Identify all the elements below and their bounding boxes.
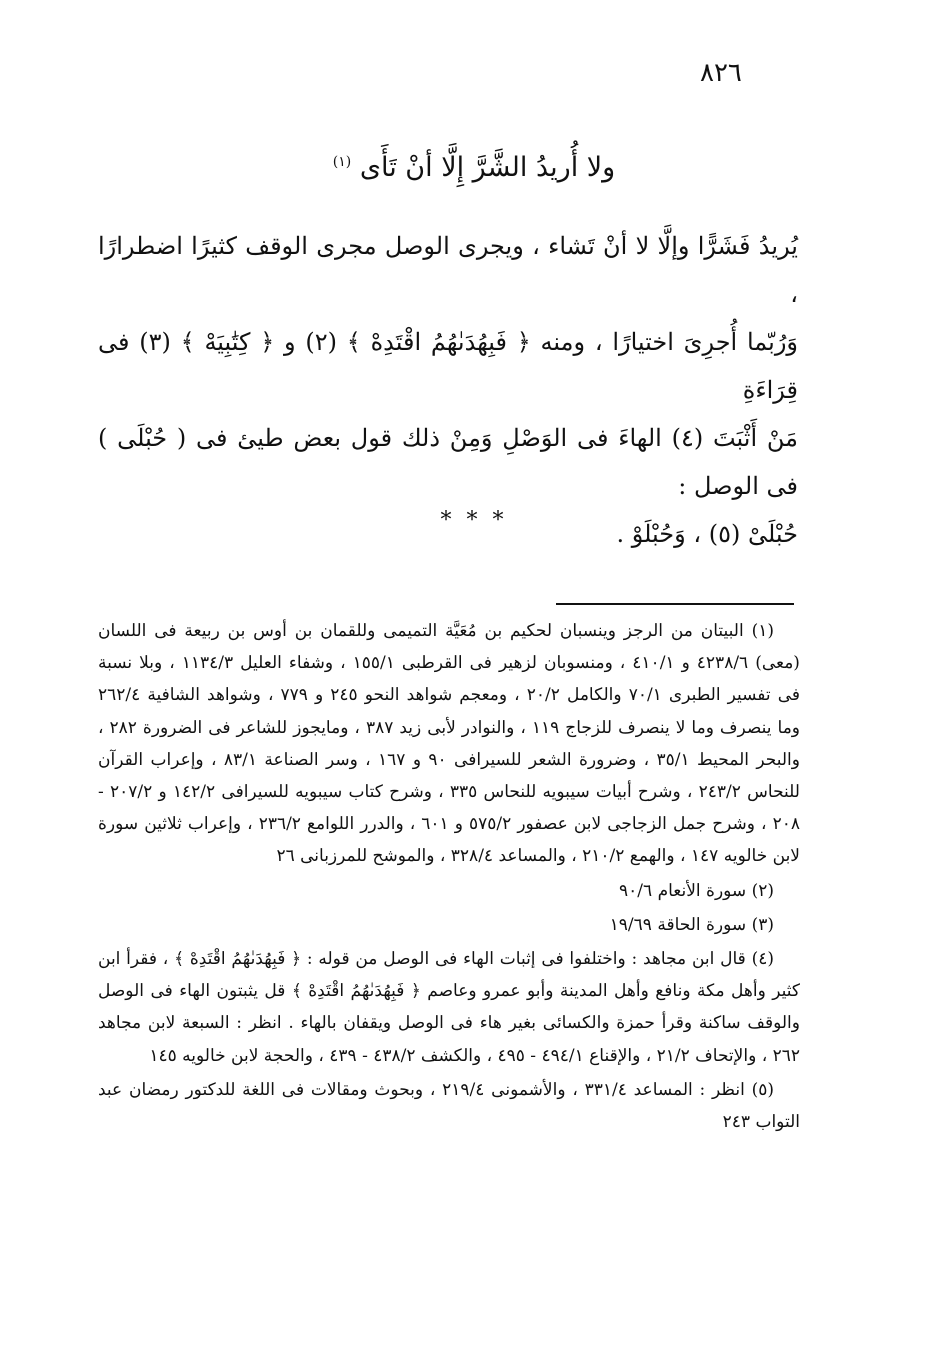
- verse-footnote-ref: (١): [332, 154, 352, 170]
- section-separator: * * *: [440, 508, 508, 533]
- body-line: مَنْ أَثْبَتَ (٤) الهاءَ فى الوَصْلِ وَمِنْ ذلك قول بعض طيئ فى ( حُبْلَى ) فى الوصل :: [98, 424, 798, 500]
- footnote-4: (٤) قال ابن مجاهد : واختلفوا فى إثبات الهاء فى الوصل من قوله : ﴿ فَبِهُدَىٰهُمُ اقْتَدِهْ ﴾ ، فقرأ ابن كثير وأهل مكة ونافع وأهل المدينة وأبو عمرو وعاصم ﴿ فَبِهُدَىٰهُمُ اقْتَدِهْ ﴾ قل يثبتون الهاء فى الوصل والوقف ساكنة وقرأ حمزة والكسائى بغير هاء فى الوصل ويقفان بالهاء . انظر : السبعة لابن مجاهد ٢٦٢ ، والإتحاف ٢١/٢ ، والإقناع ٤٩٤/١ - ٤٩٥ ، والكشف ٤٣٨/٢ - ٤٣٩ ، والحجة لابن خالويه ١٤٥: [98, 949, 800, 1066]
- footnote-1: (١) البيتان من الرجز وينسبان لحكيم بن مُعَيَّة التميمى وللقمان بن أوس بن ربيعة فى اللسان (معى) ٤٢٣٨/٦ و ٤١٠/١ ، ومنسوبان لزهير فى القرطبى ١٥٥/١ ، وشفاء العليل ١١٣٤/٣ ، وبلا نسبة فى تفسير الطبرى ٧٠/١ والكامل ٢٠/٢ ، ومعجم شواهد النحو ٢٤٥ و ٧٧٩ ، وشواهد الشافية ٢٦٢/٤ وما ينصرف وما لا ينصرف للزجاج ١١٩ ، والنوادر لأبى زيد ٣٨٧ ، ومايجوز للشاعر فى الضرورة ٢٨٢ ، والبحر المحيط ٣٥/١ ، وضرورة الشعر للسيرافى ٩٠ و ١٦٧ ، وسر الصناعة ٨٣/١ ، وإعراب القرآن للنحاس ٢٤٣/٢ ، وشرح أبيات سيبويه للنحاس ٣٣٥ ، وشرح كتاب سيبويه للسيرافى ١٤٢/٢ و ٢٠٧/٢ - ٢٠٨ ، وشرح جمل الزجاجى لابن عصفور ٥٧٥/٢ و ٦٠١ ، والدرر اللوامع ٢٣٦/٢ ، وإعراب ثلاثين سورة لابن خالويه ١٤٧ ، والهمع ٢١٠/٢ ، والمساعد ٣٢٨/٤ ، والموشح للمرزبانى ٢٦: [98, 621, 801, 867]
- footnotes: [98, 615, 800, 1140]
- body-line: يُريدُ فَشَرًّا وإلَّا لا أنْ تَشاء ، ويجرى الوصل مجرى الوقف كثيرًا اضطرارًا ،: [98, 232, 798, 308]
- footnote-divider: [556, 603, 794, 605]
- verse-line: [150, 152, 798, 183]
- page-number: ٨٢٦: [700, 58, 742, 88]
- footnote-5: (٥) انظر : المساعد ٣٣١/٤ ، والأشمونى ٢١٩/٤ ، وبحوث ومقالات فى اللغة للدكتور رمضان عبد التواب ٢٤٣: [98, 1079, 800, 1133]
- footnote-2: (٢) سورة الأنعام ٩٠/٦: [619, 880, 774, 901]
- body-line: حُبْلَىْ (٥) ، وَحُبْلَوْ .: [616, 520, 798, 548]
- footnote-3: (٣) سورة الحاقة ١٩/٦٩: [609, 914, 774, 935]
- verse-text: ولا أُريدُ الشَّرَّ إِلَّا أنْ تَأَى: [359, 152, 616, 183]
- body-line: وَرُبّما أُجرِىَ اختيارًا ، ومنه ﴿ فَبِهُدَىٰهُمُ اقْتَدِهْ ﴾ (٢) و ﴿ كِتَٰبِيَهْ ﴾ (٣) فى قِرَاءَةِ: [98, 328, 799, 404]
